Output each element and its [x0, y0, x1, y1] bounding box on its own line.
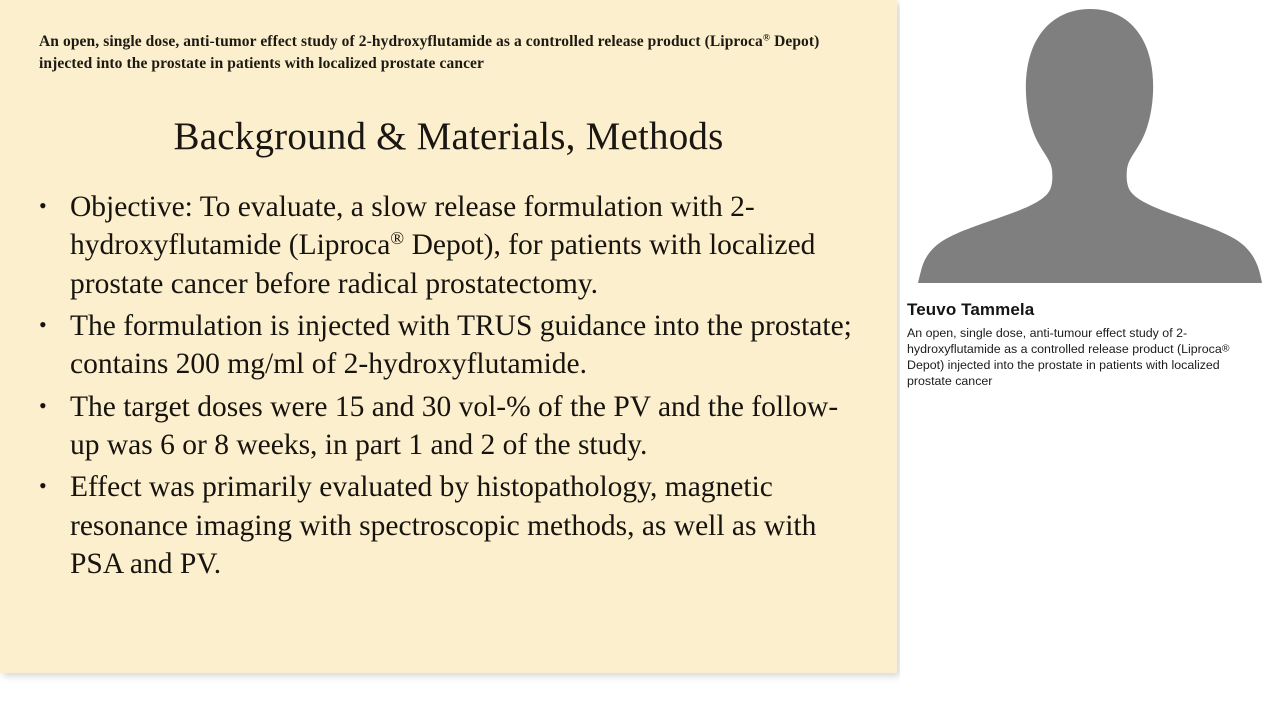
list-item — [30, 307, 875, 384]
bullet-text-post: Depot), for patients with localized prostate cancer before radical prostatectomy. — [70, 229, 816, 300]
slide-header-citation — [39, 31, 829, 76]
slide-header-line2-pre: product (Liproca — [647, 33, 763, 50]
bullet-text — [70, 388, 875, 465]
speaker-talk-title — [907, 325, 1259, 390]
list-item — [30, 388, 875, 465]
bullet-text — [70, 307, 875, 384]
speaker-panel — [900, 0, 1280, 720]
slide-header-line2-post: Depot) injected into the prostate in patients with localized prostate cancer — [39, 33, 820, 73]
speaker-talk-pre: An open, single dose, anti-tumour effect study of 2-hydroxyflutamide as a controlled release product (Liproca — [907, 326, 1222, 357]
bullet-marker-icon: • — [39, 193, 47, 218]
bullet-marker-icon: • — [39, 473, 47, 499]
bullet-text — [70, 188, 875, 303]
slide-title: Background & Materials, Methods — [173, 115, 724, 158]
bullet-text-pre: Objective: To evaluate, a slow release formulation with 2-hydroxyflutamide (Liproca — [70, 191, 755, 262]
bullet-marker-icon: • — [39, 312, 47, 338]
registered-trademark-icon: ® — [1221, 342, 1230, 355]
slide-bullet-list — [30, 188, 875, 587]
speaker-name: Teuvo Tammela — [907, 300, 1035, 319]
bullet-text — [70, 468, 875, 583]
bullet-text-pre: Effect was primarily evaluated by histopathology, magnetic resonance imaging with spectroscopic methods, as well as with PSA and PV. — [70, 471, 817, 581]
speaker-talk-post: Depot) injected into the prostate in patients with localized prostate cancer — [907, 358, 1220, 389]
registered-trademark-icon: ® — [390, 228, 405, 249]
registered-trademark-icon: ® — [762, 32, 771, 44]
avatar — [900, 0, 1280, 283]
list-item — [30, 188, 875, 303]
bullet-text-pre: The formulation is injected with TRUS guidance into the prostate; contains 200 mg/ml of 2-hydroxyflutamide. — [70, 310, 852, 381]
bullet-marker-icon: • — [39, 392, 47, 418]
bullet-text-pre: The target doses were 15 and 30 vol-% of the PV and the follow-up was 6 or 8 weeks, in part 1 and 2 of the study. — [70, 390, 839, 462]
slide-header-line1: An open, single dose, anti-tumor effect study of 2-hydroxyflutamide as a controlled release — [39, 33, 644, 50]
list-item — [30, 468, 875, 583]
person-silhouette-icon — [918, 9, 1262, 283]
